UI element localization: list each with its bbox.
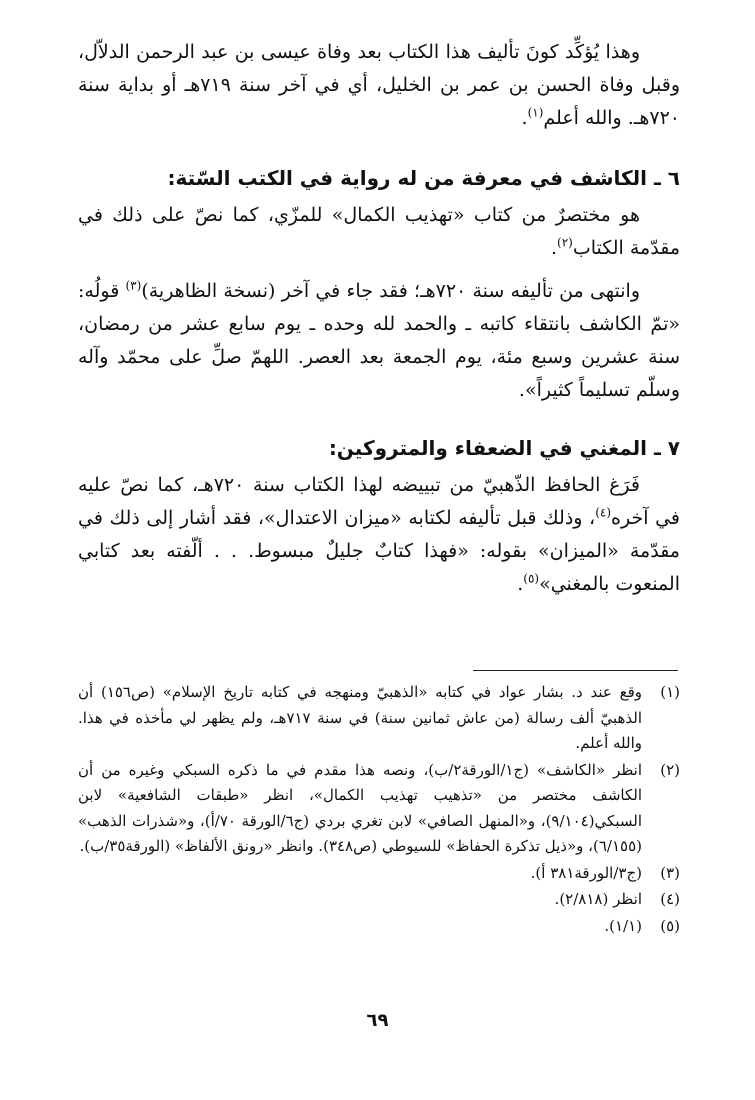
section-7-text-b: ، وذلك قبل تأليفه لكتابه «ميزان الاعتدال»، فقد أشار إلى ذلك في مقدّمة «الميزان» بقوله: «فهذا كتابٌ جليلٌ مبسوط. . . ألّفته بعد كتابي المنعوت بالمغني» [78,507,680,595]
section-6-paragraph-1 [78,199,680,265]
footnote-text: (ج٣/الورقة٣٨١ أ). [530,863,642,882]
footnote-text: انظر «الكاشف» (ج١/الورقة٢/ب)، ونصه هذا مقدم في ما ذكره السبكي وغيره من أن الكاشف مختصر من «تذهيب تهذيب الكمال»، انظر «طبقات الشافعية» لابن السبكي(٩/١٠٤)، و«المنهل الصافي» لابن تغري بردي (ج٦/الورقة ٧٠/أ)، و«شذرات الذهب» (٦/١٥٥)، و«ذيل تذكرة الحفاظ» للسيوطي (ص٣٤٨). وانظر «رونق الألفاظ» (الورقة٣٥/ب). [78,760,642,855]
footnote-1 [78,680,680,757]
section-6-paragraph-2 [78,275,680,407]
intro-text: وهذا يُؤكِّد كونَ تأليف هذا الكتاب بعد وفاة عيسى بن عبد الرحمن الدلاّل، وقبل وفاة الحسن بن عمر بن الخليل، أي في آخر سنة ٧١٩هـ أو بداية سنة ٧٢٠هـ. والله أعلم [78,41,681,129]
footnote-5 [78,914,680,940]
footnote-3 [78,861,680,887]
footnote-ref-3[interactable]: (٣) [125,278,142,293]
section-6-p1-text: هو مختصرٌ من كتاب «تهذيب الكمال» للمزّي، كما نصّ على ذلك في مقدّمة الكتاب [78,204,680,259]
section-6-p2-text-b: قولُه: «تمّ الكاشف بانتقاء كاتبه ـ والحمد لله وحده ـ يوم سابع عشر من رمضان، سنة عشرين وسبع مئة، يوم الجمعة بعد العصر. اللهمّ صلِّ على محمّد وآله وسلّم تسليماً كثيراً». [78,280,680,401]
footnote-number: (٤) [660,890,680,908]
footnote-divider [473,670,678,671]
footnote-text: (١/١). [604,916,642,935]
intro-end: . [521,107,528,129]
intro-paragraph [78,36,680,135]
footnote-2 [78,758,680,860]
footnote-number: (١) [660,683,680,701]
section-7-paragraph [78,469,680,601]
footnotes [78,680,680,939]
footnote-ref-5[interactable]: (٥) [523,571,540,586]
footnote-ref-1[interactable]: (١) [527,105,544,120]
footnote-number: (٢) [660,760,680,779]
main-text [78,36,680,601]
section-6-heading: ٦ ـ الكاشف في معرفة من له رواية في الكتب السّتة: [167,166,680,190]
footnote-text: وقع عند د. بشار عواد في كتابه «الذهبيّ ومنهجه في كتابه تاريخ الإسلام» (ص١٥٦) أن الذهبيّ ألف رسالة (من عاش ثمانين سنة) في سنة ٧١٧هـ، ولم يظهر لي مأخذه في هذا. والله أعلم. [78,683,643,752]
section-7-end: . [517,573,524,595]
footnote-number: (٥) [660,916,680,935]
section-6-p2-text-a: وانتهى من تأليفه سنة ٧٢٠هـ؛ فقد جاء في آخر (نسخة الظاهرية) [141,280,641,302]
section-7-heading: ٧ ـ المغني في الضعفاء والمتروكين: [328,436,680,460]
footnote-number: (٣) [660,863,680,882]
footnote-ref-2[interactable]: (٢) [557,235,573,250]
section-6-p1-end: . [550,237,558,259]
footnote-text: انظر (٢/٨١٨). [554,890,642,908]
section-7-text-a: فَرَغ الحافظ الذّهبيّ من تبييضه لهذا الكتاب سنة ٧٢٠هـ، كما نصّ عليه في آخره [78,474,680,529]
page-number: ٦٩ [366,1010,389,1031]
footnote-4 [78,887,680,913]
footnote-ref-4[interactable]: (٤) [595,505,612,520]
